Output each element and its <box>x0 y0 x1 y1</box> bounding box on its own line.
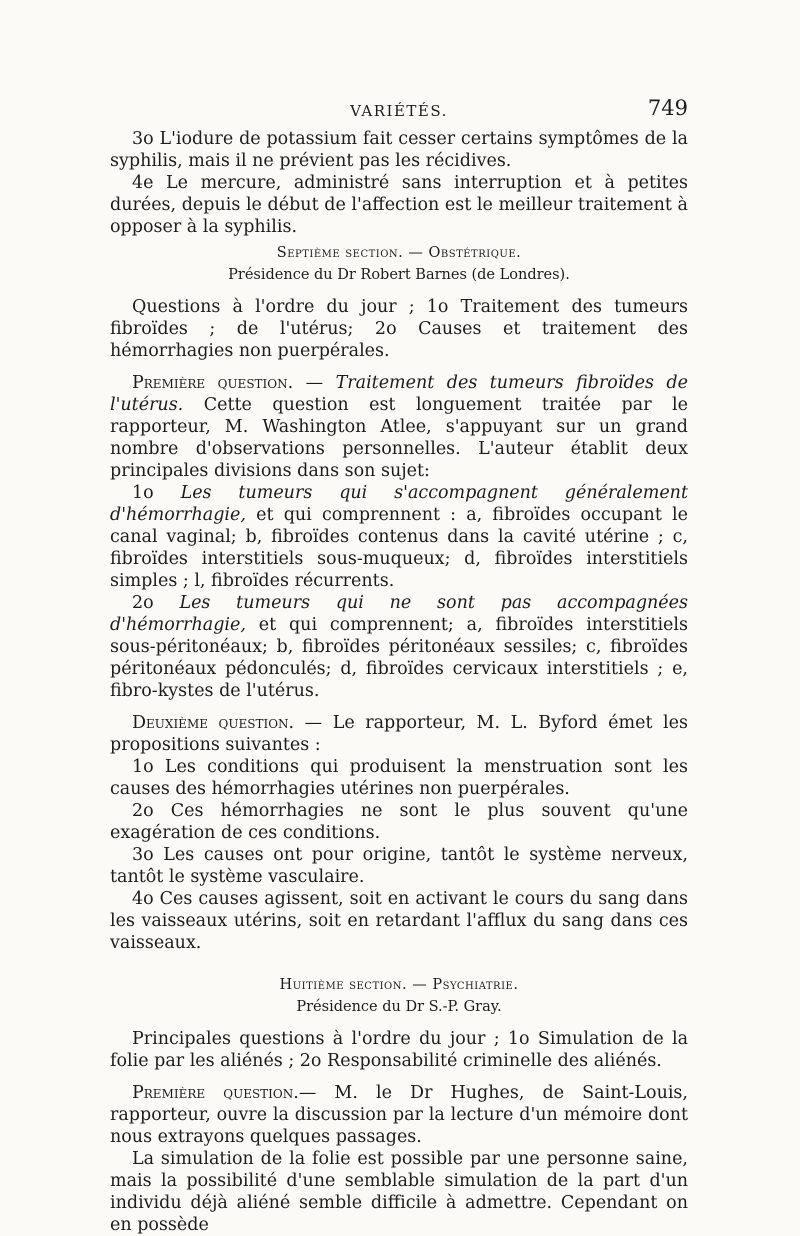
paragraph-iodure: 3o L'iodure de potassium fait cesser certains symptômes de la syphilis, mais il ne prévient pas les récidives. <box>110 129 688 171</box>
question-text: Cette question est longuement traitée par le rapporteur, M. Washington Atlee, s'appuyant sur un grand nombre d'observations personnelles. L'auteur établit deux principales divisions dans son sujet: <box>110 395 688 481</box>
paragraph-questions-obstetrique: Questions à l'ordre du jour ; 1o Traitement des tumeurs fibroïdes ; de l'utérus; 2o Causes et traitement des hémorrhagies non puerpérales. <box>110 297 688 361</box>
question-label: Première question.— <box>132 1083 317 1103</box>
paragraph-division-1 <box>110 482 688 592</box>
paragraph-questions-psychiatrie: Principales questions à l'ordre du jour ; 1o Simulation de la folie par les aliénés ; 2o Responsabilité criminelle des aliénés. <box>110 1029 688 1071</box>
spacer <box>110 954 688 970</box>
division-title: Les tumeurs qui s'accompagnent généralement d'hémorrhagie, <box>110 483 688 525</box>
question-text: M. le Dr Hughes, de Saint-Louis, rapporteur, ouvre la discussion par la lecture d'un mémoire dont nous extrayons quelques passages. <box>110 1083 688 1147</box>
proposition-2: 2o Ces hémorrhagies ne sont le plus souvent qu'une exagération de ces conditions. <box>110 801 688 843</box>
section-heading-psychiatrie: Huitième section. — Psychiatrie. <box>279 977 519 993</box>
division-title: Les tumeurs qui ne sont pas accompagnées d'hémorrhagie, <box>110 593 688 635</box>
proposition-3: 3o Les causes ont pour origine, tantôt le système nerveux, tantôt le système vasculaire. <box>110 845 688 887</box>
division-text: et qui comprennent; a, fibroïdes interstitiels sous-péritonéaux; b, fibroïdes péritonéaux sessiles; c, fibroïdes péritonéaux pédonculés; d, fibroïdes cervicaux interstitiels ; e, fibro-kystes de l'utérus. <box>110 615 688 701</box>
spacer <box>110 362 688 372</box>
spacer <box>110 1072 688 1082</box>
paragraph-premiere-question-psychiatrie <box>110 1082 688 1148</box>
question-label: Deuxième question. — <box>132 713 323 733</box>
presidence-obstetrique: Présidence du Dr Robert Barnes (de Londres). <box>228 267 570 283</box>
paragraph-premiere-question-obstetrique <box>110 372 688 482</box>
proposition-4: 4o Ces causes agissent, soit en activant le cours du sang dans les vaisseaux utérins, soit en retardant l'afflux du sang dans ces vaisseaux. <box>110 889 688 953</box>
page-header <box>110 96 688 126</box>
division-text: et qui comprennent : a, fibroïdes occupant le canal vaginal; b, fibroïdes contenus dans la cavité utérine ; c, fibroïdes interstitiels sous-muqueux; d, fibroïdes interstitiels simples ; l, fibroïdes récurrents. <box>110 505 688 591</box>
paragraph-mercure: 4e Le mercure, administré sans interruption et à petites durées, depuis le début de l'affection est le meilleur traitement à opposer à la syphilis. <box>110 173 688 237</box>
paragraph-deuxieme-question-obstetrique <box>110 712 688 756</box>
proposition-1: 1o Les conditions qui produisent la menstruation sont les causes des hémorrhagies utérines non puerpérales. <box>110 757 688 799</box>
division-number: 1o <box>132 483 154 503</box>
question-title: Traitement des tumeurs fibroïdes de l'utérus. <box>110 373 688 415</box>
question-label: Première question. — <box>132 373 324 393</box>
page-body <box>110 128 688 1236</box>
paragraph-division-2 <box>110 592 688 702</box>
spacer <box>110 702 688 712</box>
section-heading-obstetrique: Septième section. — Obstétrique. <box>276 245 522 261</box>
question-text: Le rapporteur, M. L. Byford émet les propositions suivantes : <box>110 713 688 755</box>
page-number: 749 <box>647 96 688 120</box>
running-head: VARIÉTÉS. <box>350 102 448 120</box>
division-number: 2o <box>132 593 154 613</box>
paragraph-simulation: La simulation de la folie est possible par une personne saine, mais la possibilité d'une semblable simulation de la part d'un individu déjà aliéné semble difficile à admettre. Cependant on en possède <box>110 1149 688 1235</box>
presidence-psychiatrie: Présidence du Dr S.-P. Gray. <box>296 999 502 1015</box>
